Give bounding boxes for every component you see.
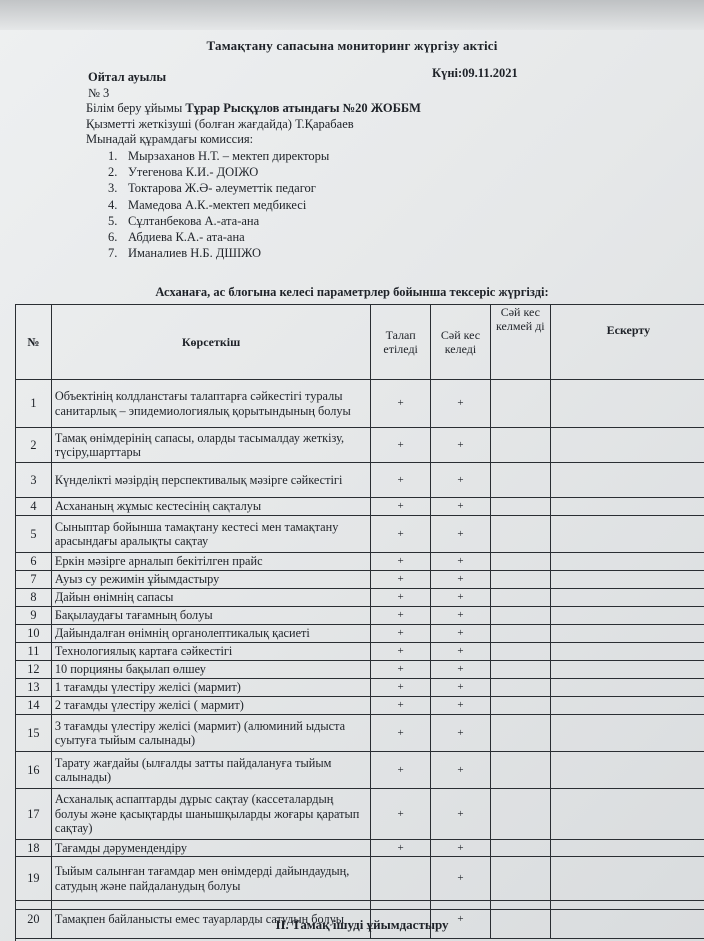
row-indicator: Тыйым салынған тағамдар мен өнімдерді дайындаудың, сатудың және пайдаланудың болуы bbox=[51, 857, 370, 901]
row-matches: + bbox=[431, 380, 491, 428]
supplier-line: Қызметті жеткізуші (болған жағдайда) Т.Қарабаев bbox=[86, 117, 354, 131]
commission-intro: Мынадай құрамдағы комиссия: bbox=[86, 132, 254, 146]
row-matches: + bbox=[431, 697, 491, 715]
row-matches: + bbox=[431, 589, 491, 607]
row-matches: + bbox=[431, 516, 491, 553]
row-indicator: Дайын өнімнің сапасы bbox=[51, 589, 370, 607]
row-required: + bbox=[371, 625, 431, 643]
row-matches: + bbox=[431, 857, 491, 901]
row-note bbox=[550, 697, 704, 715]
row-note bbox=[550, 625, 704, 643]
row-required: + bbox=[371, 463, 431, 498]
row-matches: + bbox=[431, 715, 491, 752]
row-required bbox=[371, 857, 431, 901]
row-required: + bbox=[371, 661, 431, 679]
row-note bbox=[550, 607, 704, 625]
village-name: Ойтал ауылы bbox=[88, 70, 167, 84]
row-number: 2 bbox=[16, 428, 52, 463]
table-row bbox=[16, 607, 704, 625]
table-row bbox=[16, 463, 704, 498]
commission-member-number: 3. bbox=[108, 181, 118, 196]
commission-member-name: Утегенова К.И.- ДОІЖО bbox=[128, 165, 259, 180]
inspection-table bbox=[15, 304, 704, 939]
row-number: 4 bbox=[16, 498, 52, 516]
row-number: 19 bbox=[16, 857, 52, 901]
table-row bbox=[16, 553, 704, 571]
row-matches: + bbox=[431, 643, 491, 661]
row-note bbox=[550, 715, 704, 752]
row-not-matches bbox=[490, 752, 550, 789]
header-required: Талап етіледі bbox=[371, 305, 431, 380]
document-number: № 3 bbox=[88, 86, 110, 100]
row-required: + bbox=[371, 679, 431, 697]
table-row bbox=[16, 679, 704, 697]
header-note: Ескерту bbox=[550, 305, 704, 380]
row-not-matches bbox=[490, 789, 550, 840]
row-not-matches bbox=[490, 516, 550, 553]
commission-member bbox=[108, 180, 329, 196]
row-not-matches bbox=[490, 428, 550, 463]
row-indicator: 10 порцияны бақылап өлшеу bbox=[51, 661, 370, 679]
row-note bbox=[550, 840, 704, 857]
row-number: 6 bbox=[16, 553, 52, 571]
commission-member bbox=[108, 148, 329, 164]
commission-member bbox=[108, 229, 329, 245]
row-matches: + bbox=[431, 553, 491, 571]
commission-list bbox=[108, 148, 329, 261]
row-note bbox=[550, 463, 704, 498]
row-required: + bbox=[371, 789, 431, 840]
section-2-heading: ІІ. Тамақ ішуді ұйымдастыру bbox=[15, 909, 704, 941]
row-indicator: Тамақпен байланысты емес тауарларды сатудың болуы bbox=[51, 901, 370, 939]
organization-line bbox=[86, 101, 421, 116]
row-not-matches bbox=[490, 715, 550, 752]
table-row bbox=[16, 715, 704, 752]
row-not-matches bbox=[490, 840, 550, 857]
row-not-matches bbox=[490, 607, 550, 625]
table-row bbox=[16, 643, 704, 661]
page-shadow bbox=[0, 0, 704, 30]
row-note bbox=[550, 661, 704, 679]
row-not-matches bbox=[490, 553, 550, 571]
table-row bbox=[16, 661, 704, 679]
table-row bbox=[16, 516, 704, 553]
row-matches: + bbox=[431, 789, 491, 840]
row-number: 16 bbox=[16, 752, 52, 789]
row-note bbox=[550, 516, 704, 553]
header-not-matches: Сәй кес келмей ді bbox=[490, 305, 550, 380]
row-matches: + bbox=[431, 901, 491, 939]
row-indicator: Технологиялық картаға сәйкестігі bbox=[51, 643, 370, 661]
commission-member bbox=[108, 164, 329, 180]
row-indicator: Күнделікті мәзірдің перспективалық мәзірге сәйкестігі bbox=[51, 463, 370, 498]
header-indicator: Көрсеткіш bbox=[51, 305, 370, 380]
row-required: + bbox=[371, 752, 431, 789]
row-matches: + bbox=[431, 571, 491, 589]
row-not-matches bbox=[490, 589, 550, 607]
row-note bbox=[550, 571, 704, 589]
row-required: + bbox=[371, 498, 431, 516]
table-row bbox=[16, 380, 704, 428]
row-required: + bbox=[371, 553, 431, 571]
commission-member-number: 6. bbox=[108, 230, 118, 245]
row-number: 7 bbox=[16, 571, 52, 589]
row-note bbox=[550, 553, 704, 571]
commission-member-name: Абдиева К.А.- ата-ана bbox=[128, 230, 245, 245]
table-row bbox=[16, 498, 704, 516]
row-not-matches bbox=[490, 498, 550, 516]
row-not-matches bbox=[490, 661, 550, 679]
row-matches: + bbox=[431, 840, 491, 857]
row-note bbox=[550, 498, 704, 516]
row-note bbox=[550, 857, 704, 901]
table-row bbox=[16, 589, 704, 607]
row-indicator: Асханалық аспаптарды дұрыс сақтау (кассеталардың болуы және қасықтарды шанышқыларды жоғары қаратып сақтау) bbox=[51, 789, 370, 840]
row-note bbox=[550, 589, 704, 607]
row-required: + bbox=[371, 715, 431, 752]
row-number: 5 bbox=[16, 516, 52, 553]
row-not-matches bbox=[490, 697, 550, 715]
commission-member-number: 1. bbox=[108, 149, 118, 163]
row-number: 11 bbox=[16, 643, 52, 661]
row-number: 12 bbox=[16, 661, 52, 679]
row-indicator: Сыныптар бойынша тамақтану кестесі мен тамақтану арасындағы аралықты сақтау bbox=[51, 516, 370, 553]
row-indicator: Тағамды дәрумендендіру bbox=[51, 840, 370, 857]
commission-member-name: Мамедова А.К.-мектеп медбикесі bbox=[128, 197, 307, 212]
row-matches: + bbox=[431, 752, 491, 789]
row-indicator: Тамақ өнімдерінің сапасы, оларды тасымалдау жеткізу, түсіру,шарттары bbox=[51, 428, 370, 463]
table-row bbox=[16, 857, 704, 901]
row-number: 15 bbox=[16, 715, 52, 752]
commission-member-number: 5. bbox=[108, 213, 118, 228]
commission-member bbox=[108, 197, 329, 213]
row-required: + bbox=[371, 428, 431, 463]
row-matches: + bbox=[431, 625, 491, 643]
row-note bbox=[550, 789, 704, 840]
row-not-matches bbox=[490, 857, 550, 901]
table-row bbox=[16, 840, 704, 857]
commission-member-name: Иманалиев Н.Б. ДШІЖО bbox=[128, 246, 262, 261]
row-required: + bbox=[371, 571, 431, 589]
row-indicator: Асхананың жұмыс кестесінің сақталуы bbox=[51, 498, 370, 516]
row-matches: + bbox=[431, 607, 491, 625]
organization-label: Білім беру ұйымы bbox=[86, 101, 183, 115]
row-matches: + bbox=[431, 428, 491, 463]
commission-member bbox=[108, 245, 329, 261]
row-number: 18 bbox=[16, 840, 52, 857]
row-indicator: Ауыз су режимін ұйымдастыру bbox=[51, 571, 370, 589]
row-number: 14 bbox=[16, 697, 52, 715]
table-row bbox=[16, 428, 704, 463]
document-title: Тамақтану сапасына мониторинг жүргізу актісі bbox=[206, 38, 498, 53]
row-number: 3 bbox=[16, 463, 52, 498]
inspection-subtitle: Асханаға, ас блогына келесі параметрлер бойынша тексеріс жүргізді: bbox=[155, 285, 549, 299]
table-row bbox=[16, 697, 704, 715]
row-number: 20 bbox=[16, 901, 52, 939]
document-date: Күні:09.11.2021 bbox=[432, 66, 518, 80]
row-number: 8 bbox=[16, 589, 52, 607]
row-required: + bbox=[371, 697, 431, 715]
row-matches: + bbox=[431, 463, 491, 498]
row-indicator: Тарату жағдайы (ылғалды затты пайдалануға тыйым салынады) bbox=[51, 752, 370, 789]
row-required: + bbox=[371, 380, 431, 428]
row-note bbox=[550, 752, 704, 789]
row-matches: + bbox=[431, 498, 491, 516]
row-note bbox=[550, 380, 704, 428]
commission-member-name: Мырзаханов Н.Т. – мектеп директоры bbox=[128, 149, 330, 163]
row-indicator: 3 тағамды үлестіру желісі (мармит) (алюминий ыдыста суытуға тыйым салынады) bbox=[51, 715, 370, 752]
row-required: + bbox=[371, 516, 431, 553]
commission-member-name: Токтарова Ж.Ә- әлеуметтік педагог bbox=[128, 181, 316, 196]
row-not-matches bbox=[490, 625, 550, 643]
row-required: + bbox=[371, 643, 431, 661]
row-matches: + bbox=[431, 661, 491, 679]
row-number: 13 bbox=[16, 679, 52, 697]
row-not-matches bbox=[490, 463, 550, 498]
header-matches: Сәй кес келеді bbox=[431, 305, 491, 380]
commission-member bbox=[108, 213, 329, 229]
row-matches: + bbox=[431, 679, 491, 697]
row-number: 10 bbox=[16, 625, 52, 643]
row-not-matches bbox=[490, 643, 550, 661]
table-row bbox=[16, 752, 704, 789]
row-note bbox=[550, 679, 704, 697]
commission-member-number: 2. bbox=[108, 165, 118, 180]
row-indicator: 1 тағамды үлестіру желісі (мармит) bbox=[51, 679, 370, 697]
row-not-matches bbox=[490, 571, 550, 589]
commission-member-number: 7. bbox=[108, 246, 118, 261]
row-indicator: Бақылаудағы тағамның болуы bbox=[51, 607, 370, 625]
row-number: 17 bbox=[16, 789, 52, 840]
row-not-matches bbox=[490, 380, 550, 428]
row-required: + bbox=[371, 589, 431, 607]
table-row bbox=[16, 571, 704, 589]
row-required: + bbox=[371, 840, 431, 857]
row-indicator: Еркін мәзірге арналып бекітілген прайс bbox=[51, 553, 370, 571]
row-note bbox=[550, 428, 704, 463]
row-note bbox=[550, 643, 704, 661]
row-not-matches bbox=[490, 679, 550, 697]
organization-name: Тұрар Рысқұлов атындағы №20 ЖОББМ bbox=[185, 101, 421, 115]
header-num: № bbox=[16, 305, 52, 380]
table-row bbox=[16, 789, 704, 840]
commission-member-number: 4. bbox=[108, 197, 118, 212]
row-number: 1 bbox=[16, 380, 52, 428]
row-indicator: Объектінің колдланстағы талаптарға сәйкестігі туралы санитарлық – эпидемиологиялық қорытындының болуы bbox=[51, 380, 370, 428]
commission-member-name: Сұлтанбекова А.-ата-ана bbox=[128, 213, 260, 228]
row-indicator: 2 тағамды үлестіру желісі ( мармит) bbox=[51, 697, 370, 715]
row-indicator: Дайындалған өнімнің органолептикалық қасиеті bbox=[51, 625, 370, 643]
row-required: + bbox=[371, 607, 431, 625]
row-number: 9 bbox=[16, 607, 52, 625]
table-row bbox=[16, 625, 704, 643]
